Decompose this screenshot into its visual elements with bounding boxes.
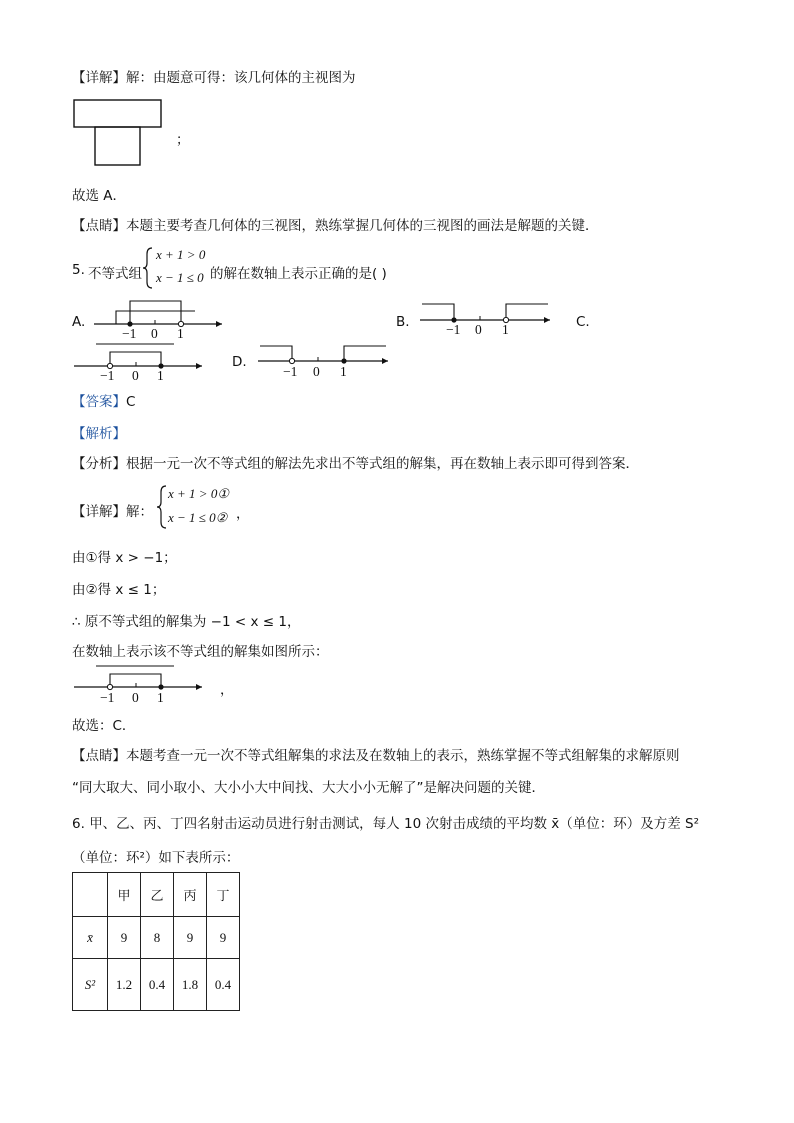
table-header-yi: 乙 <box>141 873 174 917</box>
q5-answer <box>72 390 135 410</box>
q5-detail-line2: x − 1 ≤ 0② <box>168 510 228 525</box>
q5-detail <box>72 500 153 520</box>
table-row <box>73 873 240 917</box>
q4-comment-text: 本题主要考查几何体的三视图，熟练掌握几何体的三视图的画法是解题的关键． <box>126 218 599 234</box>
table-corner <box>73 873 108 917</box>
option-c-label: C. <box>576 314 590 330</box>
q5-after-fig: ， <box>220 682 234 698</box>
option-a-tick-0: 0 <box>151 326 158 341</box>
option-d-tick-1: 1 <box>340 364 347 379</box>
q4-detail-text: 解：由题意可得：该几何体的主视图为 <box>126 70 356 86</box>
q5-comment-line2: “同大取大、同小取小、大小小大中间找、大大小小无解了”是解决问题的关键． <box>72 780 545 796</box>
table-cell: 9 <box>207 917 240 959</box>
q5-analysis-tag: 【解析】 <box>72 426 126 442</box>
q4-comment <box>72 214 599 234</box>
table-row <box>73 917 240 959</box>
option-a-tick-1: 1 <box>177 326 184 341</box>
q4-detail <box>72 66 356 86</box>
q5-comment-line1: 本题考查一元一次不等式组解集的求法及在数轴上的表示，熟练掌握不等式组解集的求解原则 <box>126 748 680 764</box>
q5-fenxi-tag: 【分析】 <box>72 456 126 472</box>
q5-detail-brace <box>156 484 168 530</box>
option-a-number-line <box>92 296 232 346</box>
option-a-tick-neg1: −1 <box>122 326 137 341</box>
front-view-bottom-rect <box>95 127 140 165</box>
option-c-tick-neg1: −1 <box>100 368 115 383</box>
q6-number: 6. <box>72 816 85 832</box>
q5-step4: 在数轴上表示该不等式组的解集如图所示： <box>72 644 329 660</box>
option-c-number-line <box>72 340 212 380</box>
option-b-label: B. <box>396 314 410 330</box>
q5-comment <box>72 744 680 764</box>
option-a-label: A. <box>72 314 86 330</box>
table-header-ding: 丁 <box>207 873 240 917</box>
table-var-label: S² <box>73 959 108 1011</box>
q6-stem-text: 甲、乙、丙、丁四名射击运动员进行射击测试，每人 10 次射击成绩的平均数 x̄（单位：环）及方差 S² <box>89 816 699 832</box>
option-b-tick-neg1: −1 <box>446 322 461 337</box>
q5-fenxi <box>72 452 639 472</box>
table-header-bing: 丙 <box>174 873 207 917</box>
q5-system-line1: x + 1 > 0 <box>156 247 206 262</box>
table-cell: 1.2 <box>108 959 141 1011</box>
q5-answer-tag: 【答案】 <box>72 394 126 410</box>
table-header-jia: 甲 <box>108 873 141 917</box>
option-d-tick-neg1: −1 <box>283 364 298 379</box>
table-cell: 0.4 <box>141 959 174 1011</box>
option-b-tick-1: 1 <box>502 322 509 337</box>
table-mean-label: x̄ <box>73 917 108 959</box>
table-cell: 1.8 <box>174 959 207 1011</box>
solution-tick-1: 1 <box>157 690 164 705</box>
table-row <box>73 959 240 1011</box>
table-cell: 0.4 <box>207 959 240 1011</box>
q5-stem-suffix: 的解在数轴上表示正确的是( ) <box>210 266 387 282</box>
q5-detail-tag: 【详解】 <box>72 504 126 520</box>
q5-choice: 故选：C． <box>72 718 136 734</box>
front-view-top-rect <box>74 100 161 127</box>
q5-detail-comma: ， <box>236 506 250 522</box>
q6-stem-line2: （单位：环²）如下表所示： <box>72 850 240 866</box>
q4-detail-tag: 【详解】 <box>72 70 126 86</box>
q5-step2: 由②得 x ≤ 1； <box>72 582 166 598</box>
q5-step1: 由①得 x > −1； <box>72 550 177 566</box>
q5-step3: ∴ 原不等式组的解集为 −1 < x ≤ 1， <box>72 614 301 630</box>
option-c-tick-1: 1 <box>157 368 164 383</box>
option-c-tick-0: 0 <box>132 368 139 383</box>
q5-stem-prefix: 不等式组 <box>88 266 142 282</box>
q4-choice: 故选 A． <box>72 188 127 204</box>
option-d-number-line <box>256 338 396 378</box>
q6-stem-line1 <box>72 812 699 832</box>
q5-comment-tag: 【点睛】 <box>72 748 126 764</box>
solution-tick-0: 0 <box>132 690 139 705</box>
q5-detail-line1: x + 1 > 0① <box>168 486 229 501</box>
q4-comment-tag: 【点睛】 <box>72 218 126 234</box>
option-b-tick-0: 0 <box>475 322 482 337</box>
table-cell: 9 <box>174 917 207 959</box>
q5-detail-prefix: 解： <box>126 504 153 520</box>
q5-answer-value: C <box>126 394 136 410</box>
q5-system-line2: x − 1 ≤ 0 <box>156 270 204 285</box>
option-d-tick-0: 0 <box>313 364 320 379</box>
q4-detail-after: ； <box>176 132 190 148</box>
option-b-number-line <box>418 296 558 336</box>
score-table <box>72 872 240 1011</box>
q5-system-brace <box>142 246 154 290</box>
front-view-figure <box>70 96 170 170</box>
solution-tick-neg1: −1 <box>100 690 115 705</box>
solution-number-line <box>72 664 212 698</box>
option-d-label: D. <box>232 354 247 370</box>
table-cell: 8 <box>141 917 174 959</box>
q5-number: 5. <box>72 262 85 278</box>
q5-fenxi-text: 根据一元一次不等式组的解法先求出不等式组的解集，再在数轴上表示即可得到答案． <box>126 456 639 472</box>
table-cell: 9 <box>108 917 141 959</box>
